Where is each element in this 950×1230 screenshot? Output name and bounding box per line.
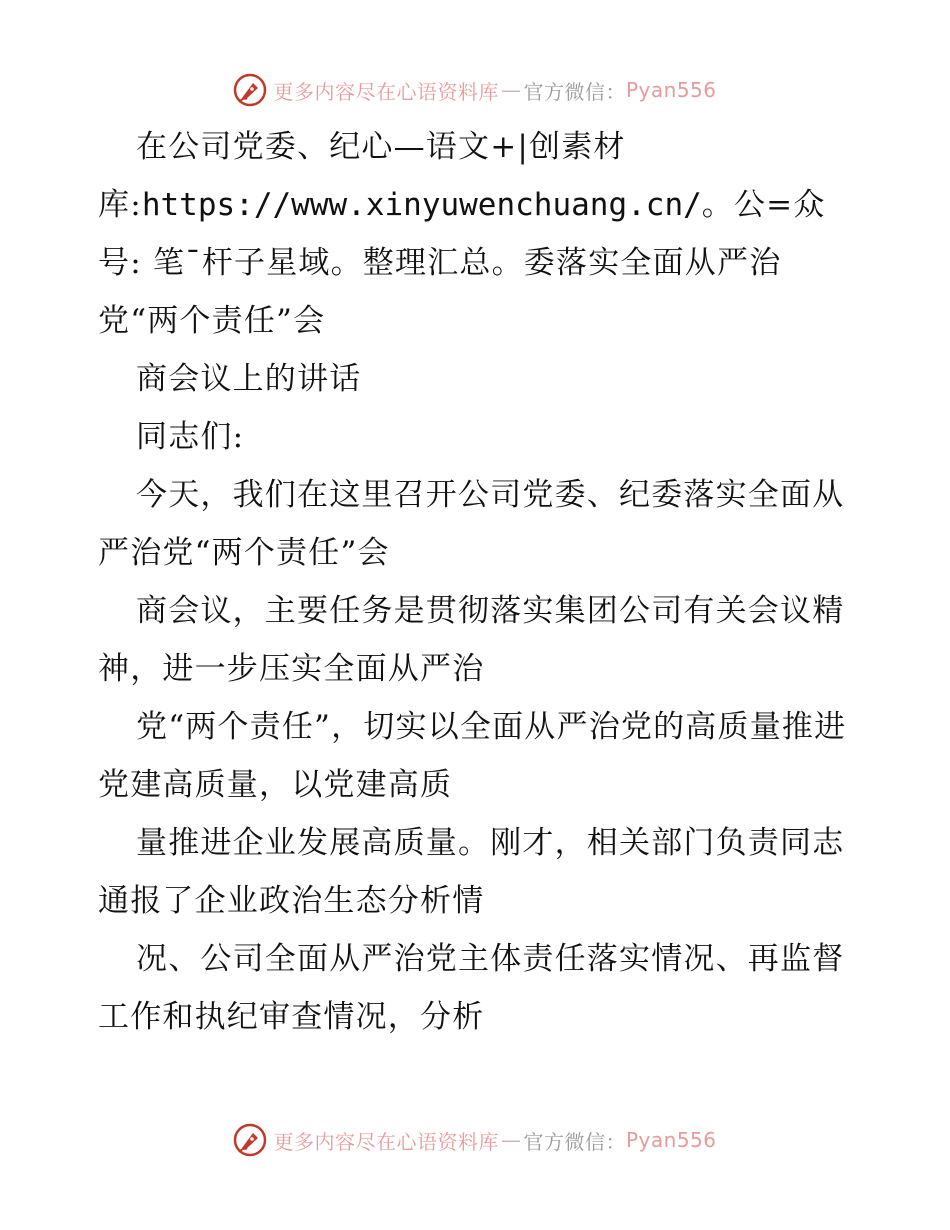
paragraph-1-text-a: 在公司党委、纪心—语文+|创素材库:	[98, 129, 626, 223]
paragraph-5: 商会议，主要任务是贯彻落实集团公司有关会议精神，进一步压实全面从严治	[98, 593, 845, 687]
pen-nib-logo-icon	[233, 73, 267, 107]
paragraph-1	[98, 118, 858, 350]
footer-promo-text: 更多内容尽在心语资料库	[273, 1129, 499, 1154]
footer-separator: —	[500, 1128, 522, 1152]
pen-nib-logo-icon	[233, 1123, 267, 1157]
source-url-text: https://www.xinyuwenchuang.cn/	[141, 187, 702, 223]
banner-wechat-label: 官方微信：	[523, 79, 626, 104]
banner-separator: —	[500, 78, 522, 102]
document-body	[98, 118, 858, 1046]
paragraph-2: 商会议上的讲话	[136, 361, 362, 397]
banner-wechat-account: Pyan556	[625, 78, 717, 102]
footer-wechat-label: 官方微信：	[523, 1129, 626, 1154]
footer-wechat-account: Pyan556	[625, 1128, 717, 1152]
footer-banner	[0, 1120, 950, 1160]
paragraph-6: 党“两个责任”，切实以全面从严治党的高质量推进党建高质量，以党建高质	[98, 709, 847, 803]
header-banner	[0, 70, 950, 110]
paragraph-7: 量推进企业发展高质量。刚才，相关部门负责同志通报了企业政治生态分析情	[98, 825, 845, 919]
paragraph-8: 况、公司全面从严治党主体责任落实情况、再监督工作和执纪审查情况，分析	[98, 941, 845, 1035]
salutation: 同志们:	[136, 419, 245, 455]
paragraph-1-text-b: 。公=众号: 笔¯杆子星域。整理汇总。委落实全面从严治党“两个责任”会	[98, 187, 826, 339]
banner-promo-text: 更多内容尽在心语资料库	[273, 79, 499, 104]
paragraph-4: 今天，我们在这里召开公司党委、纪委落实全面从严治党“两个责任”会	[98, 477, 845, 571]
